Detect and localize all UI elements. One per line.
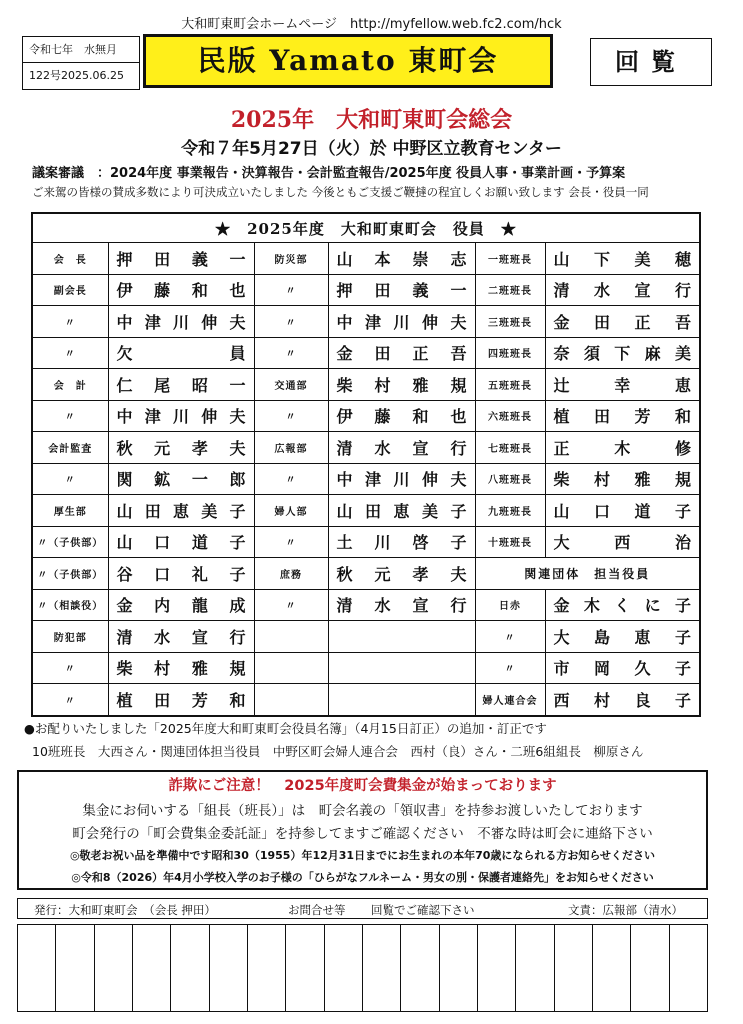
roster-name-cell: [545, 495, 700, 527]
officer-name: 中 津 川 伸 夫: [116, 312, 246, 332]
roster-role-cell: 一班班長: [475, 243, 545, 275]
roster-role-cell: 〃: [254, 463, 328, 495]
roster-name-cell: [328, 526, 475, 558]
roster-role-cell: 〃: [254, 526, 328, 558]
officer-name: 柴 村 雅 規: [116, 659, 246, 679]
meeting-thanks: ご来駕の皆様の賛成多数により可決成立いたしました 今後ともご支援ご鞭撻の程宜しくお願い致します 会長・役員一同: [32, 185, 649, 199]
signature-box: [286, 925, 324, 1011]
signature-box: [593, 925, 631, 1011]
roster-name-cell: [328, 495, 475, 527]
officer-name: 中 津 川 伸 夫: [116, 407, 246, 427]
signature-box: [401, 925, 439, 1011]
roster-role-cell: 〃（子供部）: [32, 558, 108, 590]
fraud-warning-box: [17, 770, 708, 890]
roster-role-cell: 〃: [32, 652, 108, 684]
roster-role-cell: 広報部: [254, 432, 328, 464]
roster-name-cell: [328, 463, 475, 495]
roster-role-cell: 十班班長: [475, 526, 545, 558]
roster-name-cell: [545, 400, 700, 432]
signature-box: [56, 925, 94, 1011]
officer-name: 中 津 川 伸 夫: [336, 312, 467, 332]
officer-name: 土 川 啓 子: [336, 533, 467, 553]
officer-name: 市 岡 久 子: [553, 659, 691, 679]
signature-box: [670, 925, 707, 1011]
roster-row: [32, 337, 700, 369]
roster-role-cell: 〃: [32, 684, 108, 716]
roster-name-cell: [545, 463, 700, 495]
roster-name-cell: [328, 400, 475, 432]
roster-name-cell: [108, 463, 254, 495]
officer-name: 仁 尾 昭 一: [116, 375, 246, 395]
roster-role-cell: 〃: [32, 400, 108, 432]
signature-grid: [17, 924, 708, 1012]
officer-name: 山 本 崇 志: [336, 249, 467, 269]
meeting-date-place: 令和７年5月27日（火）於 中野区立教育センター: [181, 139, 562, 159]
roster-role-cell: 五班班長: [475, 369, 545, 401]
roster-name-cell: [328, 306, 475, 338]
roster-name-cell: [328, 652, 475, 684]
roster-role-cell: 日赤: [475, 589, 545, 621]
roster-name-cell: [108, 652, 254, 684]
roster-name-cell: [108, 432, 254, 464]
correction-detail: 10班班長 大西さん・関連団体担当役員 中野区町会婦人連合会 西村（良）さん・二班6組組長 柳原さん: [32, 744, 644, 759]
officer-name: 清 水 宣 行: [553, 281, 691, 301]
roster-role-cell: 〃: [475, 652, 545, 684]
related-groups-header: 関連団体 担当役員: [475, 558, 700, 590]
roster-role-cell: 〃: [254, 306, 328, 338]
roster-role-cell: 副会長: [32, 274, 108, 306]
officer-name: 大 島 恵 子: [553, 627, 691, 647]
signature-box: [440, 925, 478, 1011]
roster-row: [32, 526, 700, 558]
officer-name: 清 水 宣 行: [336, 438, 467, 458]
issue-date-box: [22, 36, 140, 90]
warning-title: 詐欺にご注意！ 2025年度町会費集金が始まっております: [168, 778, 557, 794]
site-url-line: 大和町東町会ホームページ http://myfellow.web.fc2.com/hck: [181, 17, 562, 32]
officer-name: 金 木 く に 子: [553, 596, 691, 616]
roster-role-cell: 〃: [254, 400, 328, 432]
officer-name: 西 村 良 子: [553, 690, 691, 710]
roster-role-cell: 会 長: [32, 243, 108, 275]
roster-role-cell: 〃: [254, 589, 328, 621]
roster-role-cell: 厚生部: [32, 495, 108, 527]
roster-role-cell: 庶務: [254, 558, 328, 590]
roster-name-cell: [108, 495, 254, 527]
officer-name: 金 内 龍 成: [116, 596, 246, 616]
roster-name-cell: [108, 306, 254, 338]
roster-name-cell: [545, 432, 700, 464]
signature-box: [516, 925, 554, 1011]
warning-line-1: 集金にお伺いする「組長（班長）」は 町会名義の「領収書」を持参お渡しいたしております: [82, 803, 643, 819]
roster-name-cell: [108, 589, 254, 621]
signature-box: [171, 925, 209, 1011]
roster-row: [32, 589, 700, 621]
officer-name: 山 田 恵 美 子: [336, 501, 467, 521]
officer-name: 山 田 恵 美 子: [116, 501, 246, 521]
footer-editor: 文責：広報部（清水）: [568, 903, 683, 917]
officer-name: 伊 藤 和 也: [116, 281, 246, 301]
officer-name: 正 木 修: [553, 438, 691, 458]
roster-role-cell: 〃: [254, 337, 328, 369]
roster-role-cell: 〃: [32, 306, 108, 338]
roster-role-cell: 四班班長: [475, 337, 545, 369]
roster-name-cell: [108, 526, 254, 558]
signature-box: [631, 925, 669, 1011]
signature-box: [210, 925, 248, 1011]
meeting-headline: 2025年 大和町東町会総会: [230, 107, 513, 133]
roster-role-cell: 〃（子供部）: [32, 526, 108, 558]
signature-box: [478, 925, 516, 1011]
correction-note: ●お配りいたしました「2025年度大和町東町会役員名簿」（4月15日訂正）の追加・訂正です: [24, 721, 547, 736]
newsletter-title: 民版 Yamato 東町会: [143, 34, 553, 88]
roster-name-cell: [108, 621, 254, 653]
roster-row: [32, 274, 700, 306]
roster-name-cell: [545, 589, 700, 621]
roster-row: [32, 243, 700, 275]
warning-line-2: 町会発行の「町会費集金委託証」を持参してますご確認ください 不審な時は町会に連絡下さい: [72, 826, 653, 842]
roster-name-cell: [328, 274, 475, 306]
roster-name-cell: [108, 558, 254, 590]
signature-box: [555, 925, 593, 1011]
officer-name: 金 田 正 吾: [336, 344, 467, 364]
roster-name-cell: [328, 558, 475, 590]
officer-name: 秋 元 孝 夫: [336, 564, 467, 584]
roster-name-cell: [108, 337, 254, 369]
roster-role-cell: [254, 621, 328, 653]
meeting-agenda: 議案審議 ：2024年度 事業報告・決算報告・会計監査報告/2025年度 役員人事・事業計画・予算案: [32, 166, 626, 181]
issue-number: 122号2025.06.25: [23, 62, 139, 88]
officer-name: 奈 須 下 麻 美: [553, 344, 691, 364]
roster-role-cell: 六班班長: [475, 400, 545, 432]
footer-contact: お問合せ等: [288, 903, 346, 917]
officer-roster-table: [31, 212, 701, 717]
officer-name: 山 口 道 子: [116, 533, 246, 553]
warning-line-3: ◎敬老お祝い品を準備中です昭和30（1955）年12月31日までにお生まれの本年70歳になられる方お知らせください: [69, 849, 656, 862]
roster-name-cell: [545, 337, 700, 369]
roster-row: [32, 400, 700, 432]
roster-role-cell: 会計監査: [32, 432, 108, 464]
signature-box: [95, 925, 133, 1011]
roster-role-cell: [254, 684, 328, 716]
officer-name: 秋 元 孝 夫: [116, 438, 246, 458]
officer-name: 柴 村 雅 規: [336, 375, 467, 395]
roster-name-cell: [545, 684, 700, 716]
roster-role-cell: 婦人連合会: [475, 684, 545, 716]
signature-box: [248, 925, 286, 1011]
roster-role-cell: 防災部: [254, 243, 328, 275]
footer-bar: [17, 898, 708, 919]
officer-name: 谷 口 礼 子: [116, 564, 246, 584]
roster-name-cell: [328, 621, 475, 653]
warning-line-4: ◎令和8（2026）年4月小学校入学のお子様の「ひらがなフルネーム・男女の別・保護者連絡先」をお知らせください: [71, 871, 654, 884]
roster-role-cell: 九班班長: [475, 495, 545, 527]
roster-name-cell: [328, 432, 475, 464]
roster-name-cell: [545, 306, 700, 338]
roster-name-cell: [328, 369, 475, 401]
officer-name: 伊 藤 和 也: [336, 407, 467, 427]
roster-name-cell: [108, 243, 254, 275]
circulation-stamp: 回覧: [590, 38, 712, 86]
officer-name: 山 下 美 穂: [553, 249, 691, 269]
signature-box: [363, 925, 401, 1011]
roster-row: [32, 495, 700, 527]
roster-role-cell: 三班班長: [475, 306, 545, 338]
signature-box: [325, 925, 363, 1011]
roster-role-cell: 〃: [32, 463, 108, 495]
footer-publisher: 発行：大和町東町会 （会長 押田）: [34, 903, 216, 917]
roster-name-cell: [545, 243, 700, 275]
roster-row: [32, 432, 700, 464]
roster-name-cell: [545, 652, 700, 684]
officer-name: 植 田 芳 和: [116, 690, 246, 710]
officer-name: 柴 村 雅 規: [553, 470, 691, 490]
officer-name: 金 田 正 吾: [553, 312, 691, 332]
officer-name: 植 田 芳 和: [553, 407, 691, 427]
roster-role-cell: 〃: [32, 337, 108, 369]
roster-role-cell: 八班班長: [475, 463, 545, 495]
roster-row: [32, 306, 700, 338]
roster-name-cell: [545, 526, 700, 558]
officer-name: 関 鉱 一 郎: [116, 470, 246, 490]
roster-row: [32, 684, 700, 716]
roster-role-cell: 婦人部: [254, 495, 328, 527]
officer-name: 中 津 川 伸 夫: [336, 470, 467, 490]
signature-box: [133, 925, 171, 1011]
footer-circulation: 回覧でご確認下さい: [371, 903, 475, 917]
roster-role-cell: 会 計: [32, 369, 108, 401]
roster-name-cell: [108, 369, 254, 401]
roster-name-cell: [545, 369, 700, 401]
officer-name: 清 水 宣 行: [116, 627, 246, 647]
roster-role-cell: 七班班長: [475, 432, 545, 464]
roster-row: [32, 652, 700, 684]
roster-name-cell: [328, 243, 475, 275]
roster-name-cell: [328, 684, 475, 716]
roster-role-cell: 〃（相談役）: [32, 589, 108, 621]
officer-name: 辻 幸 恵: [553, 375, 691, 395]
roster-name-cell: [108, 684, 254, 716]
era-month: 令和七年 水無月: [29, 43, 117, 56]
roster-caption: ★ 2025年度 大和町東町会 役員 ★: [32, 213, 700, 243]
signature-box: [18, 925, 56, 1011]
roster-role-cell: [254, 652, 328, 684]
roster-role-cell: 〃: [254, 274, 328, 306]
roster-role-cell: 防犯部: [32, 621, 108, 653]
officer-name: 清 水 宣 行: [336, 596, 467, 616]
officer-name: 欠 員: [116, 344, 246, 364]
roster-role-cell: 〃: [475, 621, 545, 653]
officer-name: 押 田 義 一: [336, 281, 467, 301]
roster-name-cell: [108, 400, 254, 432]
roster-name-cell: [108, 274, 254, 306]
roster-name-cell: [328, 337, 475, 369]
roster-name-cell: [545, 274, 700, 306]
roster-row: [32, 369, 700, 401]
officer-name: 押 田 義 一: [116, 249, 246, 269]
roster-name-cell: [545, 621, 700, 653]
officer-name: 大 西 治: [553, 533, 691, 553]
roster-row: [32, 558, 700, 590]
roster-name-cell: [328, 589, 475, 621]
roster-row: [32, 621, 700, 653]
roster-row: [32, 463, 700, 495]
roster-role-cell: 二班班長: [475, 274, 545, 306]
roster-role-cell: 交通部: [254, 369, 328, 401]
officer-name: 山 口 道 子: [553, 501, 691, 521]
